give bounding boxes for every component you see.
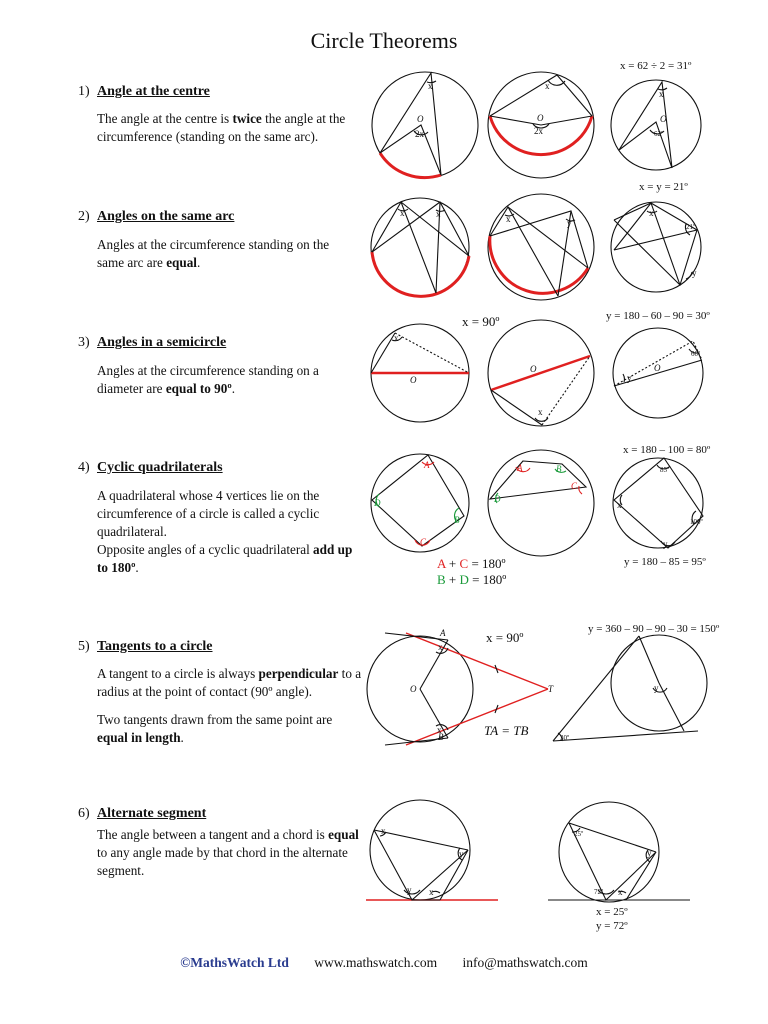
label-3b-O: O [530,364,537,374]
section-3-description: Angles at the circumference standing on a diameter are equal to 90º. [97,363,319,396]
label-3c-O: O [654,363,661,373]
label-1c-O: O [660,114,667,124]
section-1-number: 1) [78,84,90,99]
section-2-description: Angles at the circumference standing on the same arc are equal. [97,237,330,270]
section-5-number: 5) [78,639,90,654]
label-2a-x1: x [400,208,405,218]
label-3a-x: x [394,333,399,343]
label-4b-C: C [571,481,578,491]
section-3-number: 3) [78,335,90,350]
diagram-2b [488,194,594,300]
footer-email[interactable]: info@mathswatch.com [462,955,588,970]
label-6b-x: x [618,887,623,897]
label-5a-A: A [440,628,446,638]
label-5b-y: y [654,683,659,693]
label-3b-x: x [538,407,543,417]
diagram-4c [613,458,703,548]
section-2-caption: x = y = 21º [639,181,688,193]
label-2c-21: 21º [686,223,696,231]
label-4a-B: B [454,515,460,525]
label-3c-60: 60º [691,350,701,358]
label-4a-C: C [420,537,427,547]
label-4c-y: y [663,539,668,549]
label-6a-y2: y [407,885,412,895]
diagram-2a [371,198,469,296]
diagram-6a [366,800,498,900]
section-2-number: 2) [78,209,90,224]
label-4a-A: A [424,460,430,470]
diagram-2c [611,202,701,292]
section-6-heading: Alternate segment [97,806,207,821]
section-5-caption-mid: x = 90º [486,630,524,645]
section-4-equation-1: A + C = 180º [437,556,506,571]
label-6b-72: 72º [594,888,604,896]
label-5b-30: 30º [560,734,570,742]
label-6a-x1: x [381,826,386,836]
diagram-1b [488,72,594,178]
label-1b-O: O [537,113,544,123]
section-4-caption: x = 180 – 100 = 80º [623,444,711,456]
section-1-heading: Angle at the centre [97,84,210,99]
section-4-caption-bottom: y = 180 – 85 = 95º [624,556,706,568]
label-6a-x2: x [429,887,434,897]
diagram-1c [611,80,701,170]
footer-brand: ©MathsWatch Ltd [180,955,289,970]
label-3a-O: O [410,375,417,385]
label-4c-85: 85º [660,466,670,474]
section-6-number: 6) [78,806,90,821]
section-4-equation-2: B + D = 180º [437,572,507,587]
section-6-description: The angle between a tangent and a chord is equal to any angle made by that chord in the alternate segment. [97,827,359,878]
section-3-caption: y = 180 – 60 – 90 = 30º [606,310,710,322]
section-3-heading: Angles in a semicircle [97,335,227,350]
label-4c-100: 100º [690,518,703,526]
label-1b-x: x [545,81,550,91]
label-4b-B: B [556,464,562,474]
label-2b-x: x [506,214,511,224]
label-4a-D: D [374,498,381,508]
section-4-number: 4) [78,460,90,475]
section-2-heading: Angles on the same arc [97,209,235,224]
label-5a-x1: x [438,642,443,652]
section-5-equation: TA = TB [484,723,529,738]
label-2a-x2: x [436,209,441,219]
label-1a-2x: 2x [415,129,424,139]
section-5-description: A tangent to a circle is always perpendicular to a radius at the point of contact (90º angle). Two tangents drawn from the same point are equal in length. [97,666,362,745]
label-2c-y: y [692,268,697,278]
section-1-caption: x = 62 ÷ 2 = 31º [620,60,692,72]
label-5a-B: B [438,732,444,742]
label-4b-D: D [494,494,501,504]
label-4b-A: A [517,463,523,473]
section-6-caption-y: y = 72º [596,920,628,932]
section-4-description: A quadrilateral whose 4 vertices lie on the circumference of a circle is called a cyclic quadrilateral. Opposite angles of a cyclic quadrilateral add up to 180º. [97,488,353,575]
diagram-5a [367,633,548,745]
section-3-caption-mid: x = 90º [462,314,500,329]
section-5-caption: y = 360 – 90 – 90 – 30 = 150º [588,623,720,635]
label-1a-O: O [417,114,424,124]
label-1a-x: x [428,81,433,91]
diagram-5b [553,635,707,741]
label-3c-y: y [627,373,632,383]
label-5a-x2: x [437,725,442,735]
label-1c-62: 62º [654,130,664,138]
diagram-1a [372,72,478,178]
diagram-4b [488,450,594,556]
label-6b-y: y [647,848,652,858]
page-title: Circle Theorems [310,28,458,53]
label-6b-25: 25º [574,830,584,838]
diagram-3a [371,324,469,422]
label-1c-x: x [659,89,664,99]
footer-website[interactable]: www.mathswatch.com [314,955,438,970]
label-6a-y1: y [459,849,464,859]
label-2b-y: y [567,218,572,228]
section-1-description: The angle at the centre is twice the angle at the circumference (standing on the same arc). [97,111,346,144]
section-5-heading: Tangents to a circle [97,639,213,654]
label-5a-O: O [410,684,417,694]
label-4c-x: x [617,500,622,510]
section-6-caption-x: x = 25º [596,906,628,918]
label-2c-x: x [649,208,654,218]
section-4-heading: Cyclic quadrilaterals [97,460,223,475]
label-1b-2x: 2x [534,126,543,136]
label-5a-T: T [548,684,554,694]
